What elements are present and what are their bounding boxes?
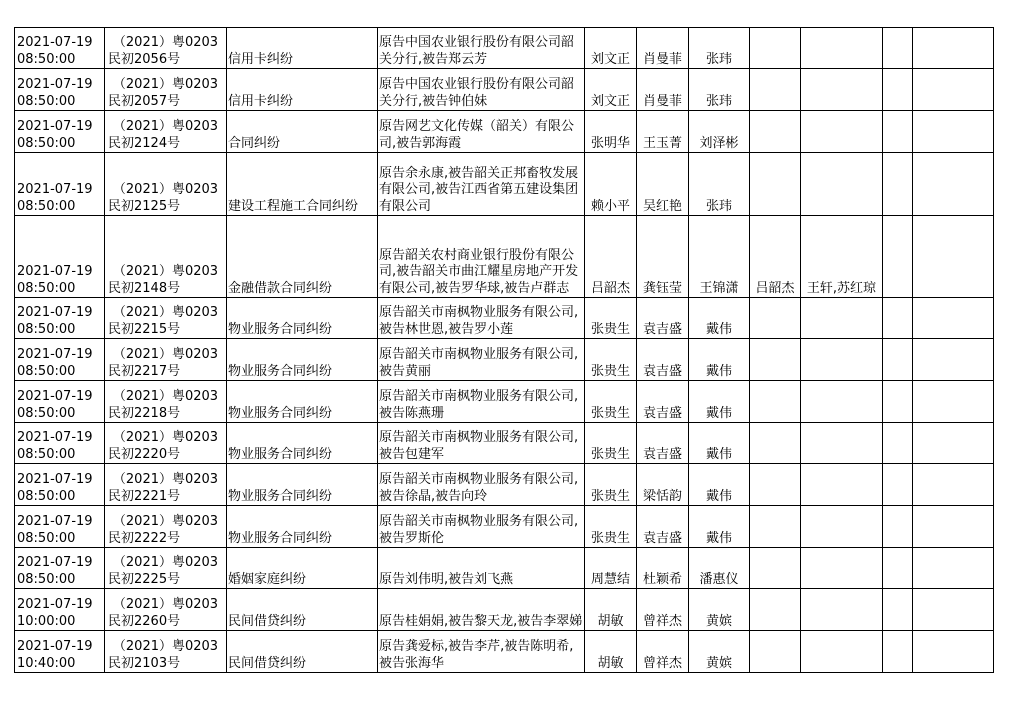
clerk-cell: 戴伟 <box>689 423 750 464</box>
extra-cell-1 <box>750 631 801 673</box>
juror-cell: 袁吉盛 <box>637 298 689 339</box>
hearing-datetime-cell: 2021-07-19 08:50:00 <box>15 69 105 111</box>
clerk-cell: 戴伟 <box>689 506 750 548</box>
case-number-cell: （2021）粤0203 民初2215号 <box>105 298 227 339</box>
extra-cell-2 <box>801 548 883 589</box>
case-number-cell: （2021）粤0203 民初2225号 <box>105 548 227 589</box>
extra-cell-3 <box>883 548 913 589</box>
hearing-datetime-cell: 2021-07-19 08:50:00 <box>15 216 105 298</box>
hearing-datetime-cell: 2021-07-19 08:50:00 <box>15 339 105 381</box>
hearing-datetime-cell: 2021-07-19 08:50:00 <box>15 464 105 506</box>
hearing-datetime-cell: 2021-07-19 08:50:00 <box>15 506 105 548</box>
extra-cell-1 <box>750 423 801 464</box>
case-number-cell: （2021）粤0203 民初2260号 <box>105 589 227 631</box>
empty-cell <box>913 381 994 423</box>
juror-cell: 王玉菁 <box>637 111 689 153</box>
juror-cell: 袁吉盛 <box>637 506 689 548</box>
extra-cell-1 <box>750 381 801 423</box>
case-number-cell: （2021）粤0203 民初2217号 <box>105 339 227 381</box>
case-number-cell: （2021）粤0203 民初2056号 <box>105 28 227 69</box>
parties-cell: 原告刘伟明,被告刘飞燕 <box>378 548 585 589</box>
judge-cell: 张贵生 <box>585 506 637 548</box>
extra-cell-2 <box>801 423 883 464</box>
judge-cell: 张贵生 <box>585 298 637 339</box>
case-type-cell: 信用卡纠纷 <box>227 28 378 69</box>
case-number-cell: （2021）粤0203 民初2222号 <box>105 506 227 548</box>
extra-cell-2 <box>801 153 883 216</box>
extra-cell-1 <box>750 298 801 339</box>
extra-cell-3 <box>883 28 913 69</box>
juror-cell: 梁恬韵 <box>637 464 689 506</box>
extra-cell-1 <box>750 506 801 548</box>
extra-cell-2 <box>801 631 883 673</box>
juror-cell: 袁吉盛 <box>637 339 689 381</box>
clerk-cell: 张玮 <box>689 28 750 69</box>
parties-cell: 原告韶关市南枫物业服务有限公司,被告罗斯伦 <box>378 506 585 548</box>
table-body <box>15 28 994 673</box>
extra-cell-2 <box>801 381 883 423</box>
juror-cell: 袁吉盛 <box>637 423 689 464</box>
empty-cell <box>913 69 994 111</box>
parties-cell: 原告韶关市南枫物业服务有限公司,被告林世恩,被告罗小莲 <box>378 298 585 339</box>
judge-cell: 周慧结 <box>585 548 637 589</box>
case-number-cell: （2021）粤0203 民初2218号 <box>105 381 227 423</box>
judge-cell: 张明华 <box>585 111 637 153</box>
case-number-cell: （2021）粤0203 民初2221号 <box>105 464 227 506</box>
extra-cell-3 <box>883 216 913 298</box>
extra-cell-3 <box>883 69 913 111</box>
extra-cell-1: 吕韶杰 <box>750 216 801 298</box>
judge-cell: 胡敏 <box>585 589 637 631</box>
judge-cell: 张贵生 <box>585 339 637 381</box>
empty-cell <box>913 298 994 339</box>
case-type-cell: 民间借贷纠纷 <box>227 631 378 673</box>
table-row <box>15 298 994 339</box>
extra-cell-2 <box>801 506 883 548</box>
table-row <box>15 153 994 216</box>
judge-cell: 胡敏 <box>585 631 637 673</box>
empty-cell <box>913 153 994 216</box>
case-number-cell: （2021）粤0203 民初2220号 <box>105 423 227 464</box>
extra-cell-1 <box>750 153 801 216</box>
table-row <box>15 548 994 589</box>
case-number-cell: （2021）粤0203 民初2125号 <box>105 153 227 216</box>
case-number-cell: （2021）粤0203 民初2103号 <box>105 631 227 673</box>
table-row <box>15 506 994 548</box>
table-row <box>15 423 994 464</box>
table-row <box>15 631 994 673</box>
case-type-cell: 民间借贷纠纷 <box>227 589 378 631</box>
hearing-datetime-cell: 2021-07-19 08:50:00 <box>15 153 105 216</box>
case-type-cell: 物业服务合同纠纷 <box>227 506 378 548</box>
empty-cell <box>913 589 994 631</box>
judge-cell: 张贵生 <box>585 381 637 423</box>
clerk-cell: 黄嫔 <box>689 631 750 673</box>
clerk-cell: 戴伟 <box>689 464 750 506</box>
extra-cell-1 <box>750 111 801 153</box>
hearing-schedule-table <box>14 27 994 673</box>
extra-cell-2 <box>801 111 883 153</box>
empty-cell <box>913 111 994 153</box>
extra-cell-3 <box>883 381 913 423</box>
clerk-cell: 潘惠仪 <box>689 548 750 589</box>
table-row <box>15 69 994 111</box>
parties-cell: 原告韶关市南枫物业服务有限公司,被告徐晶,被告向玲 <box>378 464 585 506</box>
extra-cell-2 <box>801 589 883 631</box>
empty-cell <box>913 506 994 548</box>
extra-cell-2 <box>801 69 883 111</box>
juror-cell: 肖曼菲 <box>637 28 689 69</box>
extra-cell-2 <box>801 298 883 339</box>
table-row <box>15 381 994 423</box>
juror-cell: 曾祥杰 <box>637 589 689 631</box>
table-row <box>15 339 994 381</box>
case-type-cell: 合同纠纷 <box>227 111 378 153</box>
hearing-datetime-cell: 2021-07-19 08:50:00 <box>15 28 105 69</box>
extra-cell-2 <box>801 28 883 69</box>
judge-cell: 张贵生 <box>585 464 637 506</box>
case-type-cell: 物业服务合同纠纷 <box>227 464 378 506</box>
extra-cell-3 <box>883 423 913 464</box>
parties-cell: 原告余永康,被告韶关正邦畜牧发展有限公司,被告江西省第五建设集团有限公司 <box>378 153 585 216</box>
parties-cell: 原告龚爱标,被告李芹,被告陈明希,被告张海华 <box>378 631 585 673</box>
judge-cell: 刘文正 <box>585 28 637 69</box>
clerk-cell: 张玮 <box>689 69 750 111</box>
judge-cell: 刘文正 <box>585 69 637 111</box>
empty-cell <box>913 216 994 298</box>
juror-cell: 杜颖希 <box>637 548 689 589</box>
juror-cell: 龚钰莹 <box>637 216 689 298</box>
hearing-datetime-cell: 2021-07-19 10:00:00 <box>15 589 105 631</box>
clerk-cell: 王锦潇 <box>689 216 750 298</box>
extra-cell-3 <box>883 506 913 548</box>
extra-cell-2 <box>801 339 883 381</box>
empty-cell <box>913 631 994 673</box>
hearing-datetime-cell: 2021-07-19 10:40:00 <box>15 631 105 673</box>
judge-cell: 赖小平 <box>585 153 637 216</box>
case-type-cell: 金融借款合同纠纷 <box>227 216 378 298</box>
case-type-cell: 物业服务合同纠纷 <box>227 423 378 464</box>
clerk-cell: 张玮 <box>689 153 750 216</box>
extra-cell-1 <box>750 69 801 111</box>
judge-cell: 张贵生 <box>585 423 637 464</box>
clerk-cell: 黄嫔 <box>689 589 750 631</box>
extra-cell-1 <box>750 339 801 381</box>
case-type-cell: 婚姻家庭纠纷 <box>227 548 378 589</box>
table-row <box>15 589 994 631</box>
extra-cell-1 <box>750 589 801 631</box>
case-type-cell: 建设工程施工合同纠纷 <box>227 153 378 216</box>
hearing-datetime-cell: 2021-07-19 08:50:00 <box>15 548 105 589</box>
empty-cell <box>913 548 994 589</box>
clerk-cell: 戴伟 <box>689 298 750 339</box>
clerk-cell: 戴伟 <box>689 339 750 381</box>
extra-cell-3 <box>883 153 913 216</box>
case-type-cell: 物业服务合同纠纷 <box>227 298 378 339</box>
extra-cell-3 <box>883 589 913 631</box>
extra-cell-3 <box>883 631 913 673</box>
extra-cell-3 <box>883 298 913 339</box>
juror-cell: 肖曼菲 <box>637 69 689 111</box>
case-type-cell: 物业服务合同纠纷 <box>227 381 378 423</box>
clerk-cell: 刘泽彬 <box>689 111 750 153</box>
clerk-cell: 戴伟 <box>689 381 750 423</box>
empty-cell <box>913 339 994 381</box>
extra-cell-1 <box>750 548 801 589</box>
hearing-datetime-cell: 2021-07-19 08:50:00 <box>15 423 105 464</box>
table-row <box>15 111 994 153</box>
extra-cell-1 <box>750 28 801 69</box>
juror-cell: 袁吉盛 <box>637 381 689 423</box>
case-number-cell: （2021）粤0203 民初2057号 <box>105 69 227 111</box>
empty-cell <box>913 28 994 69</box>
juror-cell: 曾祥杰 <box>637 631 689 673</box>
parties-cell: 原告中国农业银行股份有限公司韶关分行,被告钟伯妹 <box>378 69 585 111</box>
case-type-cell: 物业服务合同纠纷 <box>227 339 378 381</box>
hearing-datetime-cell: 2021-07-19 08:50:00 <box>15 298 105 339</box>
parties-cell: 原告韶关市南枫物业服务有限公司,被告黄丽 <box>378 339 585 381</box>
parties-cell: 原告韶关农村商业银行股份有限公司,被告韶关市曲江耀星房地产开发有限公司,被告罗华球,被告卢群志 <box>378 216 585 298</box>
parties-cell: 原告中国农业银行股份有限公司韶关分行,被告郑云芳 <box>378 28 585 69</box>
judge-cell: 吕韶杰 <box>585 216 637 298</box>
table-row <box>15 464 994 506</box>
table-row <box>15 28 994 69</box>
empty-cell <box>913 423 994 464</box>
parties-cell: 原告韶关市南枫物业服务有限公司,被告包建军 <box>378 423 585 464</box>
hearing-datetime-cell: 2021-07-19 08:50:00 <box>15 111 105 153</box>
hearing-datetime-cell: 2021-07-19 08:50:00 <box>15 381 105 423</box>
table-row <box>15 216 994 298</box>
case-number-cell: （2021）粤0203 民初2124号 <box>105 111 227 153</box>
case-type-cell: 信用卡纠纷 <box>227 69 378 111</box>
extra-cell-3 <box>883 339 913 381</box>
parties-cell: 原告网艺文化传媒（韶关）有限公司,被告郭海霞 <box>378 111 585 153</box>
case-number-cell: （2021）粤0203 民初2148号 <box>105 216 227 298</box>
parties-cell: 原告桂娟娟,被告黎天龙,被告李翠娣 <box>378 589 585 631</box>
extra-cell-3 <box>883 111 913 153</box>
parties-cell: 原告韶关市南枫物业服务有限公司,被告陈燕珊 <box>378 381 585 423</box>
extra-cell-3 <box>883 464 913 506</box>
extra-cell-1 <box>750 464 801 506</box>
juror-cell: 吴红艳 <box>637 153 689 216</box>
extra-cell-2: 王轩,苏红琼 <box>801 216 883 298</box>
empty-cell <box>913 464 994 506</box>
extra-cell-2 <box>801 464 883 506</box>
